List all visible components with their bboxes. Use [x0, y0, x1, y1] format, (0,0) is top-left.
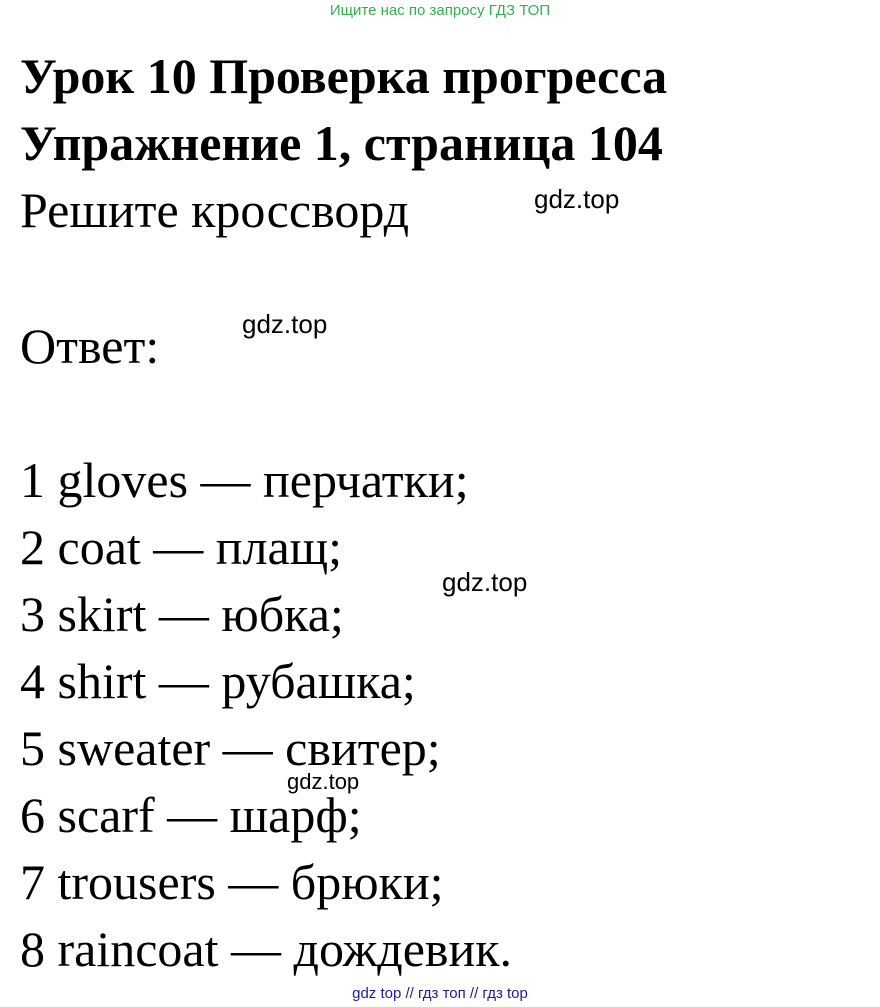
answer-item: 8 raincoat — дождевик.	[20, 921, 513, 977]
watermark: gdz.top	[287, 769, 360, 794]
answer-item: 4 shirt — рубашка;	[20, 653, 416, 709]
answer-item: 1 gloves — перчатки;	[20, 452, 469, 508]
answer-item: 7 trousers — брюки;	[20, 854, 444, 910]
exercise-title: Упражнение 1, страница 104	[20, 115, 663, 171]
task-text: Решите кроссворд	[20, 182, 410, 238]
answer-label: Ответ:	[20, 318, 160, 374]
top-banner: Ищите нас по запросу ГДЗ ТОП	[329, 2, 551, 19]
answer-list	[20, 447, 512, 983]
answer-item: 5 sweater — свитер;	[20, 720, 441, 776]
answer-item: 6 scarf — шарф;	[20, 787, 362, 843]
lesson-title: Урок 10 Проверка прогресса	[20, 48, 668, 104]
answer-item: 3 skirt — юбка;	[20, 586, 344, 642]
watermark: gdz.top	[534, 184, 620, 214]
watermark: gdz.top	[242, 309, 328, 339]
answer-item: 2 coat — плащ;	[20, 519, 343, 575]
watermark: gdz.top	[442, 567, 528, 597]
footer-links: gdz top // гдз топ // гдз top	[352, 985, 528, 1002]
